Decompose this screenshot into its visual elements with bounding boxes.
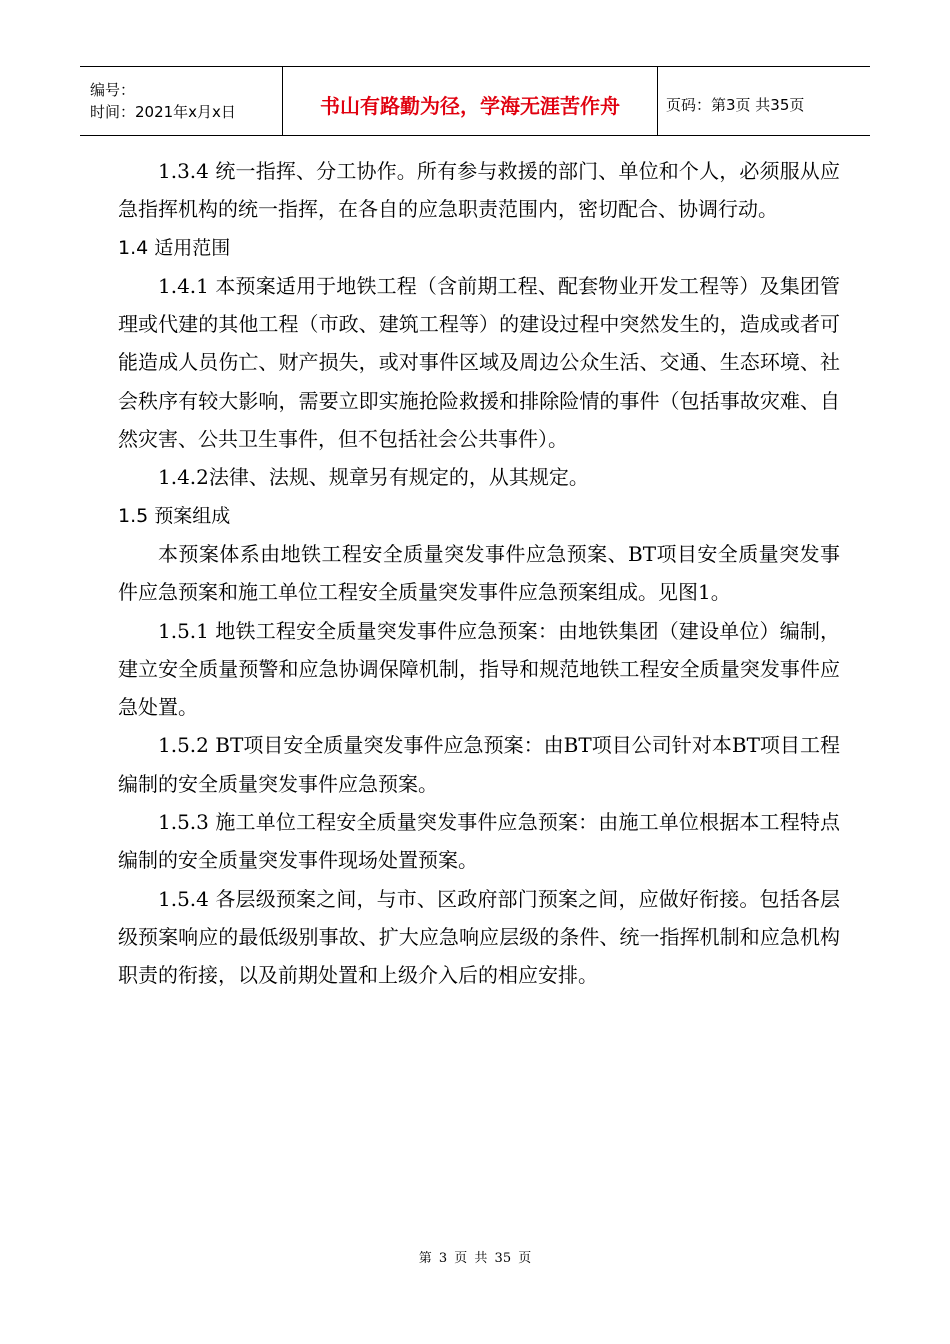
paragraph-1-5-intro: 本预案体系由地铁工程安全质量突发事件应急预案、BT项目安全质量突发事件应急预案和施工单位工程安全质量突发事件应急预案组成。见图1。 [118, 541, 840, 605]
paragraph-1-3-4: 1.3.4 统一指挥、分工协作。所有参与救援的部门、单位和个人，必须服从应急指挥机构的统一指挥，在各自的应急职责范围内，密切配合、协调行动。 [118, 159, 840, 222]
section-heading-1-4: 1.4 适用范围 [118, 236, 231, 259]
paragraph-1-4-1: 1.4.1 本预案适用于地铁工程（含前期工程、配套物业开发工程等）及集团管理或代建的其他工程（市政、建筑工程等）的建设过程中突然发生的，造成或者可能造成人员伤亡、财产损失，或对事件区域及周边公众生活、交通、生态环境、社会秩序有较大影响，需要立即实施抢险救援和排除险情的事件（包括事故灾难、自然灾害、公共卫生事件，但不包括社会公共事件）。 [118, 273, 840, 452]
header-motto-cell [282, 67, 658, 135]
number-label: 编号： [90, 81, 136, 99]
paragraph-1-5-1: 1.5.1 地铁工程安全质量突发事件应急预案：由地铁集团（建设单位）编制，建立安全质量预警和应急协调保障机制，指导和规范地铁工程安全质量突发事件应急处置。 [118, 618, 840, 720]
paragraph-1-5-4: 1.5.4 各层级预案之间，与市、区政府部门预案之间，应做好衔接。包括各层级预案响应的最低级别事故、扩大应急响应层级的条件、统一指挥机制和应急机构职责的衔接，以及前期处置和上级介入后的相应安排。 [118, 886, 840, 988]
paragraph-1-4-2: 1.4.2法律、法规、规章另有规定的，从其规定。 [158, 465, 589, 490]
date-label: 时间：2021年x月x日 [90, 103, 236, 121]
page-number-label: 页码：第3页 共35页 [666, 95, 805, 114]
page-footer: 第 3 页 共 35 页 [418, 1251, 532, 1266]
section-heading-1-5: 1.5 预案组成 [118, 504, 231, 527]
header-page-cell [658, 67, 870, 135]
document-body [118, 152, 840, 995]
paragraph-1-5-2: 1.5.2 BT项目安全质量突发事件应急预案：由BT项目公司针对本BT项目工程编制的安全质量突发事件应急预案。 [118, 733, 840, 796]
motto-text: 书山有路勤为径，学海无涯苦作舟 [320, 93, 620, 118]
page-header [80, 66, 870, 136]
header-info-cell [80, 67, 282, 135]
paragraph-1-5-3: 1.5.3 施工单位工程安全质量突发事件应急预案：由施工单位根据本工程特点编制的安全质量突发事件现场处置预案。 [118, 810, 840, 873]
